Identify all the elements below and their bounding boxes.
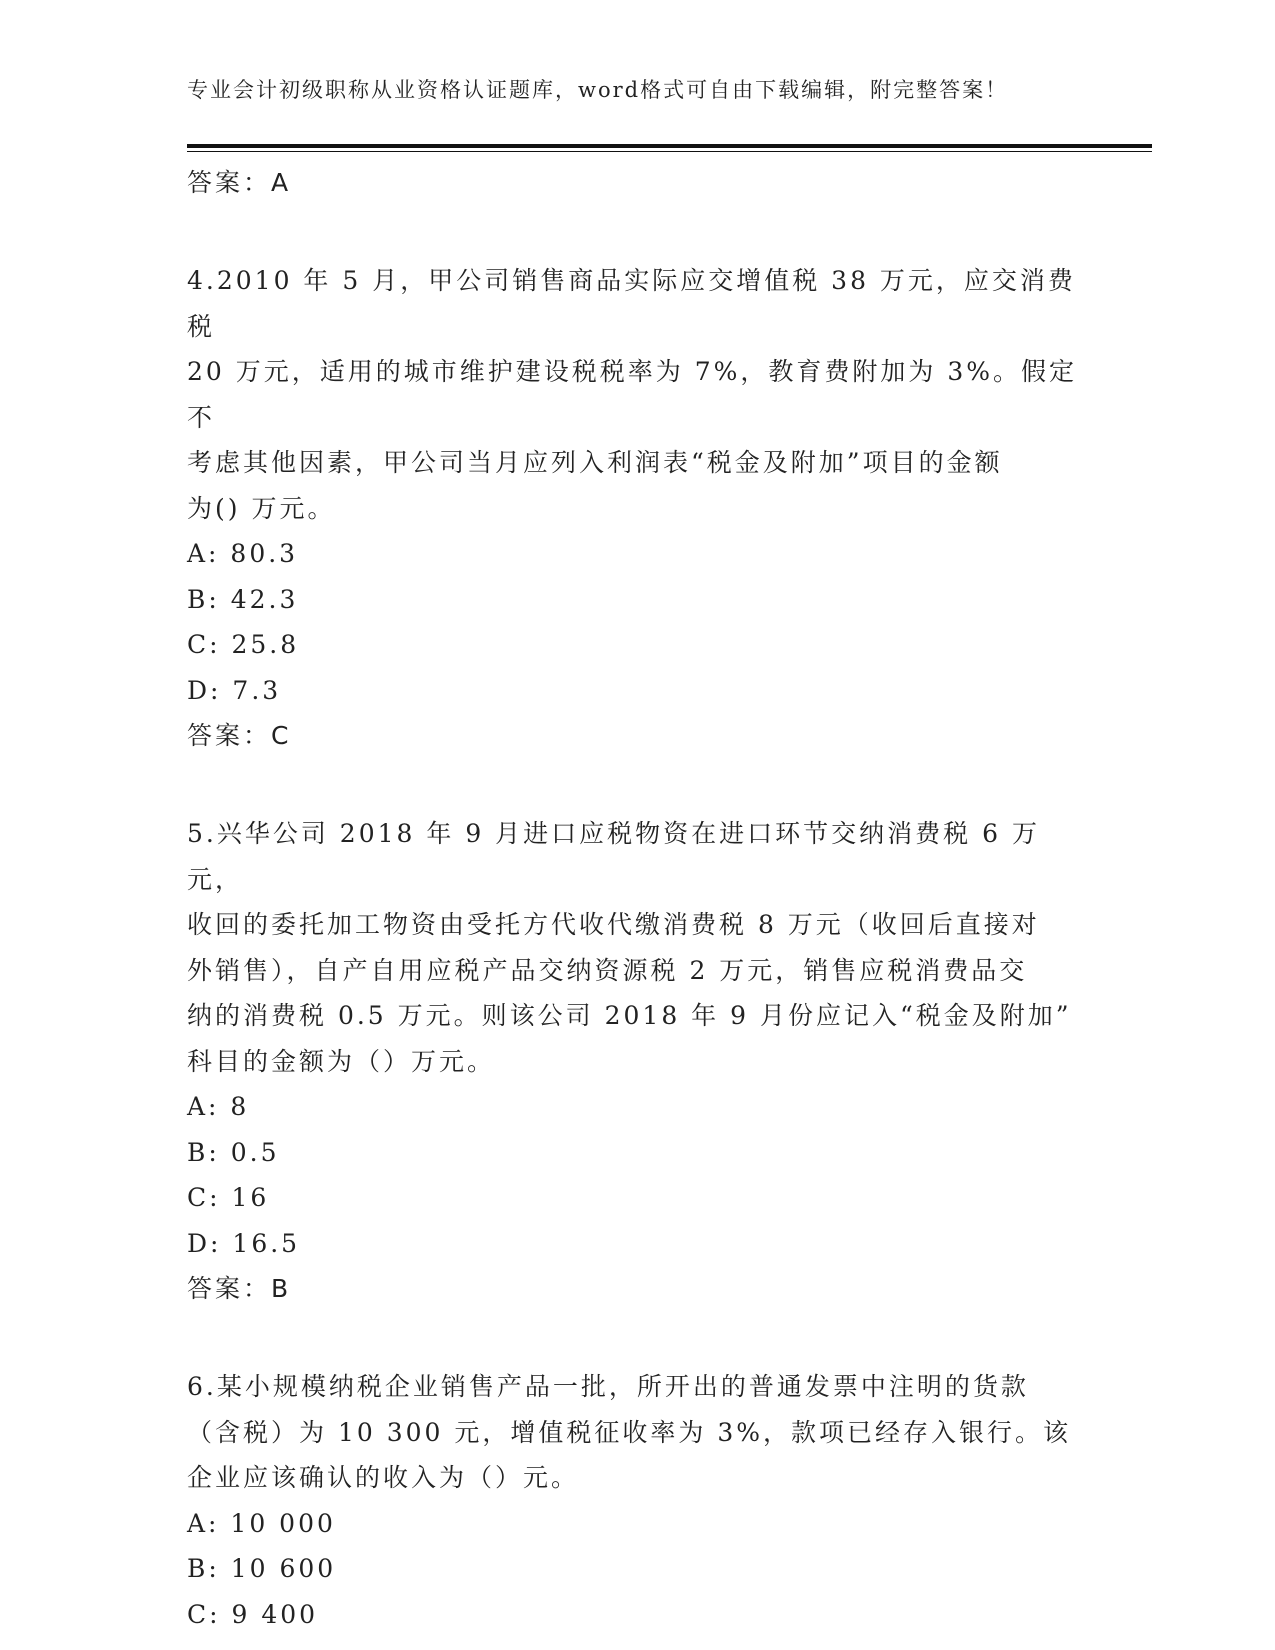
question-line: 收回的委托加工物资由受托方代收代缴消费税 8 万元（收回后直接对: [187, 910, 1040, 939]
question-text: [187, 1364, 1087, 1501]
question-line: 考虑其他因素，甲公司当月应列入利润表“税金及附加”项目的金额: [187, 448, 1003, 477]
answer-line: 答案：C: [187, 721, 292, 750]
question-line: 科目的金额为（）万元。: [187, 1046, 496, 1076]
answer-line: 答案：A: [187, 168, 292, 197]
option-a: A: 8: [187, 1092, 250, 1121]
question-block-5: [187, 811, 1087, 1312]
question-line: 企业应该确认的收入为（）元。: [187, 1463, 580, 1492]
question-line: 外销售），自产自用应税产品交纳资源税 2 万元，销售应税消费品交: [187, 955, 1028, 985]
option-b: B: 0.5: [187, 1137, 280, 1167]
option-c: C: 16: [187, 1183, 270, 1212]
question-line: 为() 万元。: [187, 493, 336, 523]
question-line: 5.兴华公司 2018 年 9 月进口应税物资在进口环节交纳消费税 6 万元，: [187, 819, 1040, 894]
answer-line: 答案：B: [187, 1274, 292, 1303]
option-a: A: 10 000: [187, 1508, 336, 1538]
option-c: C: 9 400: [187, 1599, 319, 1629]
option-b: B: 42.3: [187, 584, 299, 614]
question-text: [187, 811, 1087, 1084]
question-block-6: [187, 1364, 1087, 1637]
option-b: B: 10 600: [187, 1554, 337, 1583]
header-rule-thin: [187, 151, 1152, 152]
page-header: 专业会计初级职称从业资格认证题库，word格式可自由下载编辑，附完整答案！: [187, 78, 1009, 102]
question-block-4: [187, 258, 1087, 759]
question-line: 纳的消费税 0.5 万元。则该公司 2018 年 9 月份应记入“税金及附加”: [187, 1001, 1072, 1030]
option-c: C: 25.8: [187, 630, 300, 659]
header-rule-thick: [187, 144, 1152, 148]
question-line: 20 万元，适用的城市维护建设税税率为 7%，教育费附加为 3%。假定不: [187, 357, 1077, 432]
question-text: [187, 258, 1087, 531]
question-line: 4.2010 年 5 月，甲公司销售商品实际应交增值税 38 万元，应交消费税: [187, 266, 1076, 341]
document-body: [187, 160, 1087, 1637]
question-line: 6.某小规模纳税企业销售产品一批，所开出的普通发票中注明的货款: [187, 1372, 1029, 1401]
option-d: D: 7.3: [187, 675, 282, 705]
question-line: （含税）为 10 300 元，增值税征收率为 3%，款项已经存入银行。该: [187, 1417, 1071, 1447]
option-d: D: 16.5: [187, 1228, 301, 1258]
option-a: A: 80.3: [187, 539, 299, 568]
